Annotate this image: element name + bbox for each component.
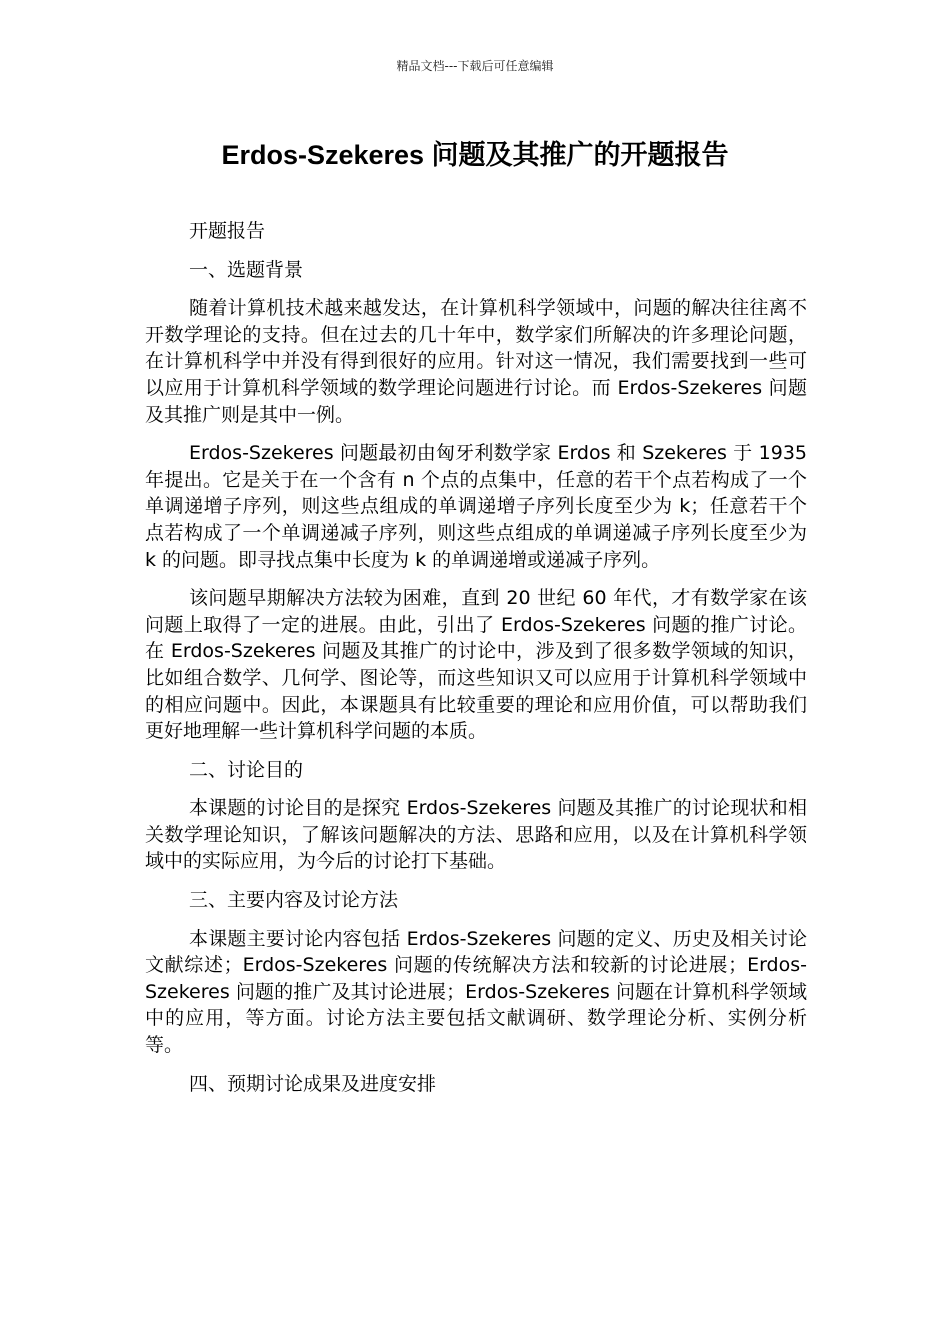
body-paragraph: Erdos-Szekeres 问题最初由匈牙利数学家 Erdos 和 Szekeres 于 1935 年提出。它是关于在一个含有 n 个点的点集中，任意的若干个点若构成了一个单调递增子序列，则这些点组成的单调递增子序列长度至少为 k；任意若干个点若构成了一个单调递减子序列，则这些点组成的单调递减子序列长度至少为 k 的问题。即寻找点集中长度为 k 的单调递增或递减子序列。 bbox=[145, 442, 807, 571]
body-paragraph: 随着计算机技术越来越发达，在计算机科学领域中，问题的解决往往离不开数学理论的支持。但在过去的几十年中，数学家们所解决的许多理论问题，在计算机科学中并没有得到很好的应用。针对这一情况，我们需要找到一些可以应用于计算机科学领域的数学理论问题进行讨论。而 Erdos-Szekeres 问题及其推广则是其中一例。 bbox=[145, 297, 807, 426]
section-heading: 四、预期讨论成果及进度安排 bbox=[189, 1072, 437, 1095]
document-body bbox=[145, 218, 807, 1109]
section-heading: 一、选题背景 bbox=[189, 258, 304, 281]
section-heading: 三、主要内容及讨论方法 bbox=[189, 889, 399, 912]
section-heading: 二、讨论目的 bbox=[189, 758, 304, 781]
page-header: 精品文档---下载后可任意编辑 bbox=[396, 59, 554, 73]
document-title: Erdos-Szekeres 问题及其推广的开题报告 bbox=[221, 140, 729, 170]
body-paragraph: 本课题的讨论目的是探究 Erdos-Szekeres 问题及其推广的讨论现状和相关数学理论知识，了解该问题解决的方法、思路和应用，以及在计算机科学领域中的实际应用，为今后的讨论打下基础。 bbox=[145, 797, 807, 873]
body-paragraph: 该问题早期解决方法较为困难，直到 20 世纪 60 年代，才有数学家在该问题上取得了一定的进展。由此，引出了 Erdos-Szekeres 问题的推广讨论。在 Erdos-Szekeres 问题及其推广的讨论中，涉及到了很多数学领域的知识，比如组合数学、几何学、图论等，而这些知识又可以应用于计算机科学领域中的相应问题中。因此，本课题具有比较重要的理论和应用价值，可以帮助我们更好地理解一些计算机科学问题的本质。 bbox=[145, 587, 807, 743]
section-heading: 开题报告 bbox=[189, 220, 266, 242]
body-paragraph: 本课题主要讨论内容包括 Erdos-Szekeres 问题的定义、历史及相关讨论文献综述；Erdos-Szekeres 问题的传统解决方法和较新的讨论进展；Erdos-Szekeres 问题的推广及其讨论进展；Erdos-Szekeres 问题在计算机科学领域中的应用，等方面。讨论方法主要包括文献调研、数学理论分析、实例分析等。 bbox=[145, 927, 807, 1057]
